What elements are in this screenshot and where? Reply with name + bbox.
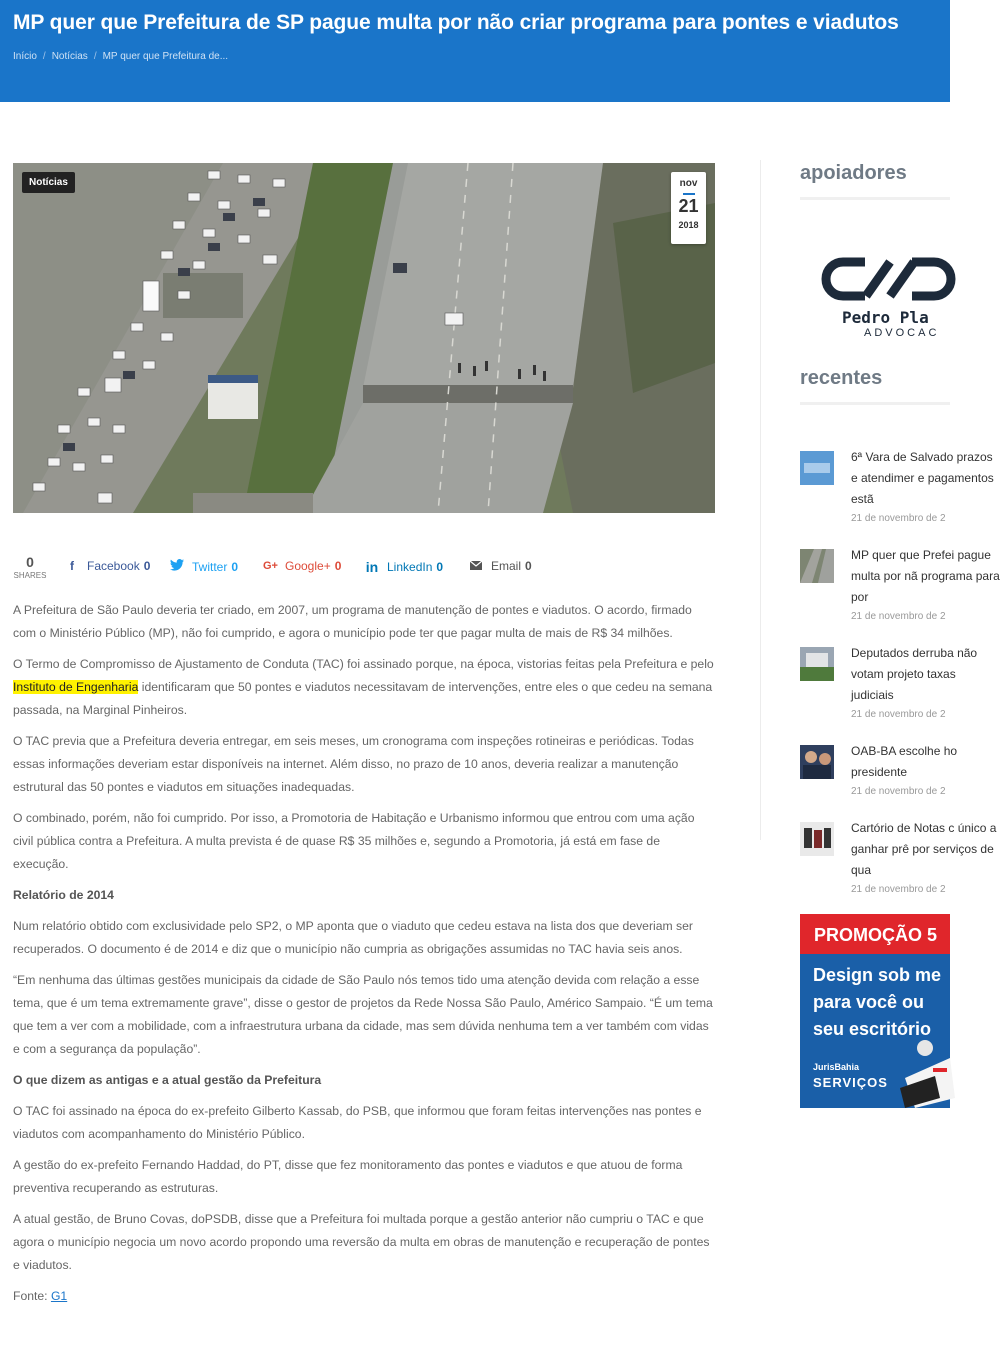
linkedin-share-button[interactable] <box>365 559 443 575</box>
post-thumbnail <box>800 647 834 681</box>
post-thumbnail <box>800 451 834 485</box>
source-label: Fonte: <box>13 1289 51 1303</box>
date-year: 2018 <box>678 220 699 230</box>
article-paragraph: A atual gestão, de Bruno Covas, doPSDB, disse que a Prefeitura foi multada porque a gestão anterior não cumpriu o TAC e que agora o município negocia um novo acordo propondo uma reversão da multa em obras de manutenção e recuperação de pontes e viadutos. <box>13 1212 710 1272</box>
promo-line: Design sob me <box>813 965 942 985</box>
linkedin-count: 0 <box>436 560 444 574</box>
paragraph-text: identificaram que 50 pontes e viadutos necessitavam de intervenções, entre eles o que cedeu na semana passada, na Marginal Pinheiros. <box>13 680 713 717</box>
highlighted-term: Instituto de Engenharia <box>13 680 139 694</box>
page-title: MP quer que Prefeitura de SP pague multa por não criar programa para pontes e viadutos <box>13 11 899 34</box>
breadcrumb: Início / Notícias / MP quer que Prefeitura de... <box>13 51 229 62</box>
main-content <box>13 163 715 1303</box>
recent-post[interactable] <box>800 447 1000 537</box>
share-bar <box>13 555 715 595</box>
share-count <box>13 555 47 580</box>
post-title[interactable]: 6ª Vara de Salvado prazos e atendimer e pagamentos estã <box>851 450 994 506</box>
recent-widget <box>800 367 950 405</box>
post-title[interactable]: Deputados derruba não votam projeto taxas judiciais <box>851 646 978 702</box>
twitter-icon <box>170 559 184 574</box>
post-date: 21 de novembro de 2 <box>851 709 946 720</box>
linkedin-icon: in <box>365 559 379 575</box>
logo-text: Pedro Pla <box>842 308 929 327</box>
post-date: 21 de novembro de 2 <box>851 884 946 895</box>
sidebar-divider <box>760 160 761 840</box>
breadcrumb-home-link[interactable]: Início <box>13 51 37 62</box>
article-paragraph: O combinado, porém, não foi cumprido. Por isso, a Promotoria de Habitação e Urbanismo informou que entrou com uma ação civil pública contra a Prefeitura. A multa prevista é de quase R$ 35 milhões e, segundo a Promotoria, já está em fase de execução. <box>13 811 695 871</box>
recent-title: recentes <box>800 367 883 389</box>
twitter-share-button[interactable] <box>170 559 238 574</box>
post-thumbnail <box>800 822 834 856</box>
article-source <box>13 1285 715 1308</box>
google-plus-label: Google+ <box>285 559 331 573</box>
email-count: 0 <box>525 559 532 573</box>
twitter-label: Twitter <box>192 559 228 574</box>
google-plus-share-button[interactable] <box>263 559 341 573</box>
article-paragraph: O TAC previa que a Prefeitura deveria entregar, em seis meses, um cronograma com inspeções rotineiras e periódicas. Todas essas informações deveriam estar disponíveis na internet. Além disso, no prazo de 10 anos, deveria realizar a manutenção estrutural das 50 pontes e viadutos em situações inadequadas. <box>13 734 694 794</box>
share-total-label: SHARES <box>13 571 47 580</box>
date-divider <box>683 193 695 195</box>
supporters-title: apoiadores <box>800 162 907 184</box>
post-date: 21 de novembro de 2 <box>851 611 946 622</box>
post-title[interactable]: OAB-BA escolhe ho presidente <box>851 744 958 779</box>
widget-rule <box>800 402 950 405</box>
sidebar <box>800 160 1000 1120</box>
recent-post[interactable] <box>800 545 1000 635</box>
date-day: 21 <box>678 196 699 216</box>
post-date: 21 de novembro de 2 <box>851 786 946 797</box>
promo-brand-sub: SERVIÇOS <box>813 1075 888 1090</box>
article-subheading: Relatório de 2014 <box>13 888 114 902</box>
email-share-button[interactable] <box>469 559 532 573</box>
article-body <box>13 599 715 1316</box>
widget-rule <box>800 197 950 200</box>
facebook-count: 0 <box>143 559 151 573</box>
article-paragraph <box>13 653 715 722</box>
date-badge <box>671 172 706 244</box>
promo-brand: JurisBahia <box>813 1062 860 1072</box>
email-icon <box>469 559 483 573</box>
twitter-count: 0 <box>231 559 239 574</box>
google-plus-count: 0 <box>334 559 342 573</box>
source-link[interactable]: G1 <box>50 1289 68 1303</box>
recent-post[interactable] <box>800 643 1000 733</box>
article-paragraph: A gestão do ex-prefeito Fernando Haddad, do PT, disse que fez monitoramento das pontes e viadutos e que atuou de forma preventiva recuperando as estruturas. <box>13 1158 683 1195</box>
post-title[interactable]: MP quer que Prefei pague multa por nã programa para por <box>851 548 1000 604</box>
share-total: 0 <box>26 554 34 570</box>
promo-banner[interactable] <box>800 914 950 1108</box>
category-badge[interactable]: Notícias <box>22 172 75 193</box>
aerial-viaduct-photo <box>13 163 715 513</box>
supporter-logo[interactable] <box>800 250 1000 350</box>
hero-image[interactable] <box>13 163 715 513</box>
promo-stationery-image <box>895 1028 955 1108</box>
post-title[interactable]: Cartório de Notas c único a ganhar prê por serviços de qua <box>851 821 997 877</box>
promo-line: seu escritório <box>813 1019 932 1039</box>
article-subheading: O que dizem as antigas e a atual gestão da Prefeitura <box>13 1073 322 1087</box>
page-header <box>0 0 950 102</box>
google-plus-icon: G+ <box>263 560 278 572</box>
facebook-icon: f <box>70 559 74 573</box>
paragraph-text: O Termo de Compromisso de Ajustamento de Conduta (TAC) foi assinado porque, na época, vistorias feitas pela Prefeitura e pelo <box>13 657 714 671</box>
recent-post[interactable] <box>800 741 1000 811</box>
email-label: Email <box>491 559 522 573</box>
article-paragraph: Num relatório obtido com exclusividade pelo SP2, o MP aponta que o viaduto que cedeu estava na lista dos que deveriam ser recuperados. O documento é de 2014 e diz que o município não cumpria as obrigações assumidas no TAC havia seis anos. <box>13 919 693 956</box>
logo-subtext: ADVOCAC <box>864 327 940 339</box>
facebook-label: Facebook <box>87 559 140 573</box>
date-month: nov <box>679 178 698 189</box>
post-thumbnail <box>800 549 834 583</box>
article-paragraph: “Em nenhuma das últimas gestões municipais da cidade de São Paulo nós temos tido uma atenção devida com relação a esse tema, que é um tema extremamente grave”, disse o gestor de projetos da Rede Nossa São Paulo, Américo Sampaio. “É um tema que tem a ver com a mobilidade, com a infraestrutura urbana da cidade, mas sem dúvida nenhuma tem a ver também com vidas e com a segurança da população”. <box>13 973 713 1056</box>
linkedin-label: LinkedIn <box>387 560 433 574</box>
facebook-share-button[interactable] <box>65 559 150 573</box>
article-paragraph: O TAC foi assinado na época do ex-prefeito Gilberto Kassab, do PSB, que informou que foram feitas intervenções nas pontes e viadutos com acompanhamento do Ministério Público. <box>13 1104 702 1141</box>
promo-line: para você ou <box>813 992 925 1012</box>
promo-headline: PROMOÇÃO 5 <box>814 925 938 945</box>
breadcrumb-current: MP quer que Prefeitura de... <box>102 51 229 62</box>
recent-post[interactable] <box>800 818 1000 908</box>
supporters-widget <box>800 162 950 200</box>
breadcrumb-news-link[interactable]: Notícias <box>51 51 88 62</box>
post-date: 21 de novembro de 2 <box>851 513 946 524</box>
post-thumbnail <box>800 745 834 779</box>
article-paragraph: A Prefeitura de São Paulo deveria ter criado, em 2007, um programa de manutenção de pontes e viadutos. O acordo, firmado com o Ministério Público (MP), não foi cumprido, e agora o município pode ter que pagar multa de mais de R$ 34 milhões. <box>13 603 692 640</box>
